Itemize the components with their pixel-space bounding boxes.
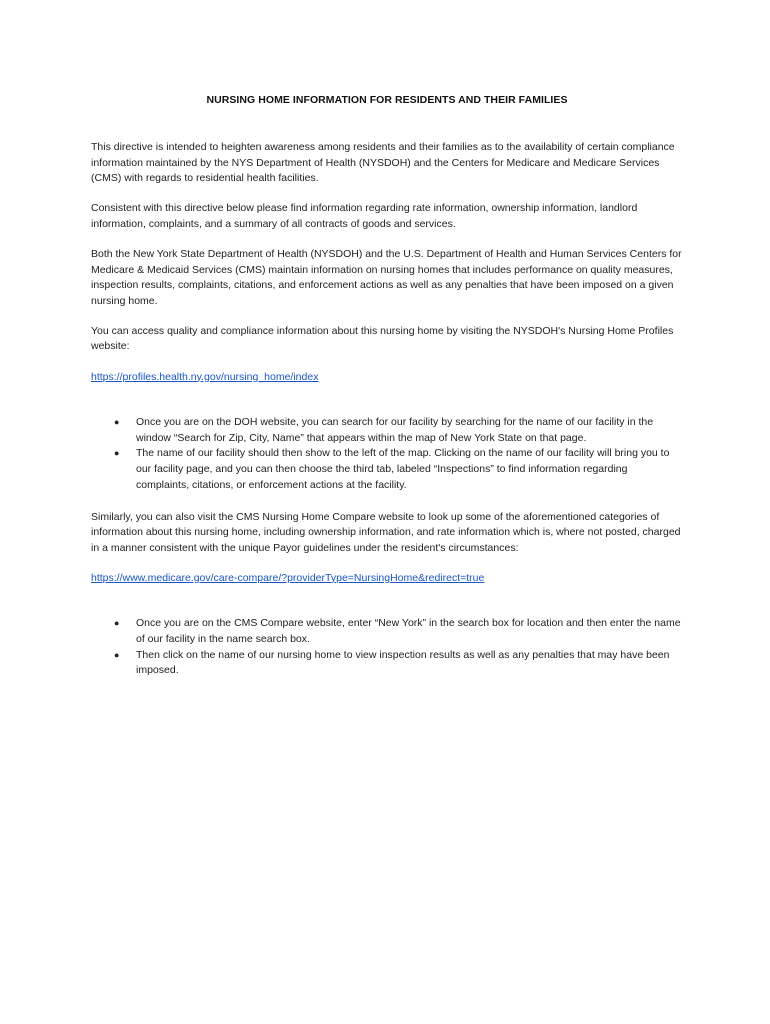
- cms-instructions-list: [91, 616, 683, 678]
- list-item-text: Once you are on the CMS Compare website, enter “New York” in the search box for location and then enter the name of our facility in the name search box.: [136, 617, 681, 646]
- list-item: [91, 616, 683, 647]
- nysdoh-access-paragraph: You can access quality and compliance information about this nursing home by visiting the NYSDOH's Nursing Home Profiles website:: [91, 324, 674, 353]
- cms-paragraph: Similarly, you can also visit the CMS Nursing Home Compare website to look up some of the aforementioned categories of information about this nursing home, including ownership information, and rate information which is, where not posted, charged in a manner consistent with the unique Payor guidelines under the resident's circumstances:: [91, 510, 681, 554]
- document-title: NURSING HOME INFORMATION FOR RESIDENTS AND THEIR FAMILIES: [206, 94, 568, 106]
- nysdoh-instructions-list: [91, 415, 683, 493]
- list-item-text: Then click on the name of our nursing home to view inspection results as well as any penalties that may have been imposed.: [136, 648, 670, 677]
- consistent-paragraph: Consistent with this directive below please find information regarding rate information, ownership information, landlord information, complaints, and a summary of all contracts of goods and services.: [91, 202, 638, 230]
- list-item: [91, 415, 683, 446]
- document-content: [91, 94, 683, 693]
- list-item: [91, 648, 683, 679]
- bullet-icon: ●: [114, 618, 120, 629]
- list-item-text: Once you are on the DOH website, you can search for our facility by searching for the name of our facility in the window “Search for Zip, City, Name” that appears within the map of New York State on that page.: [136, 416, 654, 444]
- list-item: [91, 446, 683, 493]
- cms-link-paragraph: [91, 571, 683, 587]
- cms-compare-link[interactable]: https://www.medicare.gov/care-compare/?providerType=NursingHome&redirect=true: [91, 571, 485, 584]
- agencies-paragraph: Both the New York State Department of Health (NYSDOH) and the U.S. Department of Health and Human Services Centers for Medicare & Medicaid Services (CMS) maintain information on nursing homes that includes performance on quality measures, inspection results, complaints, citations, and enforcement actions as well as any penalties that have been imposed on a given nursing home.: [91, 247, 682, 307]
- intro-paragraph: This directive is intended to heighten awareness among residents and their families as to the availability of certain compliance information maintained by the NYS Department of Health (NYSDOH) and the Centers for Medicare and Medicare Services (CMS) with regards to residential health facilities.: [91, 141, 675, 185]
- bullet-icon: ●: [114, 417, 120, 428]
- nysdoh-profiles-link[interactable]: https://profiles.health.ny.gov/nursing_home/index: [91, 370, 319, 383]
- bullet-icon: ●: [114, 448, 120, 459]
- bullet-icon: ●: [114, 649, 120, 660]
- list-item-text: The name of our facility should then show to the left of the map. Clicking on the name of our facility will bring you to our facility page, and you can then choose the third tab, labeled “Inspections” to find information regarding complaints, citations, or enforcement actions at the facility.: [136, 447, 670, 491]
- nysdoh-link-paragraph: [91, 370, 683, 386]
